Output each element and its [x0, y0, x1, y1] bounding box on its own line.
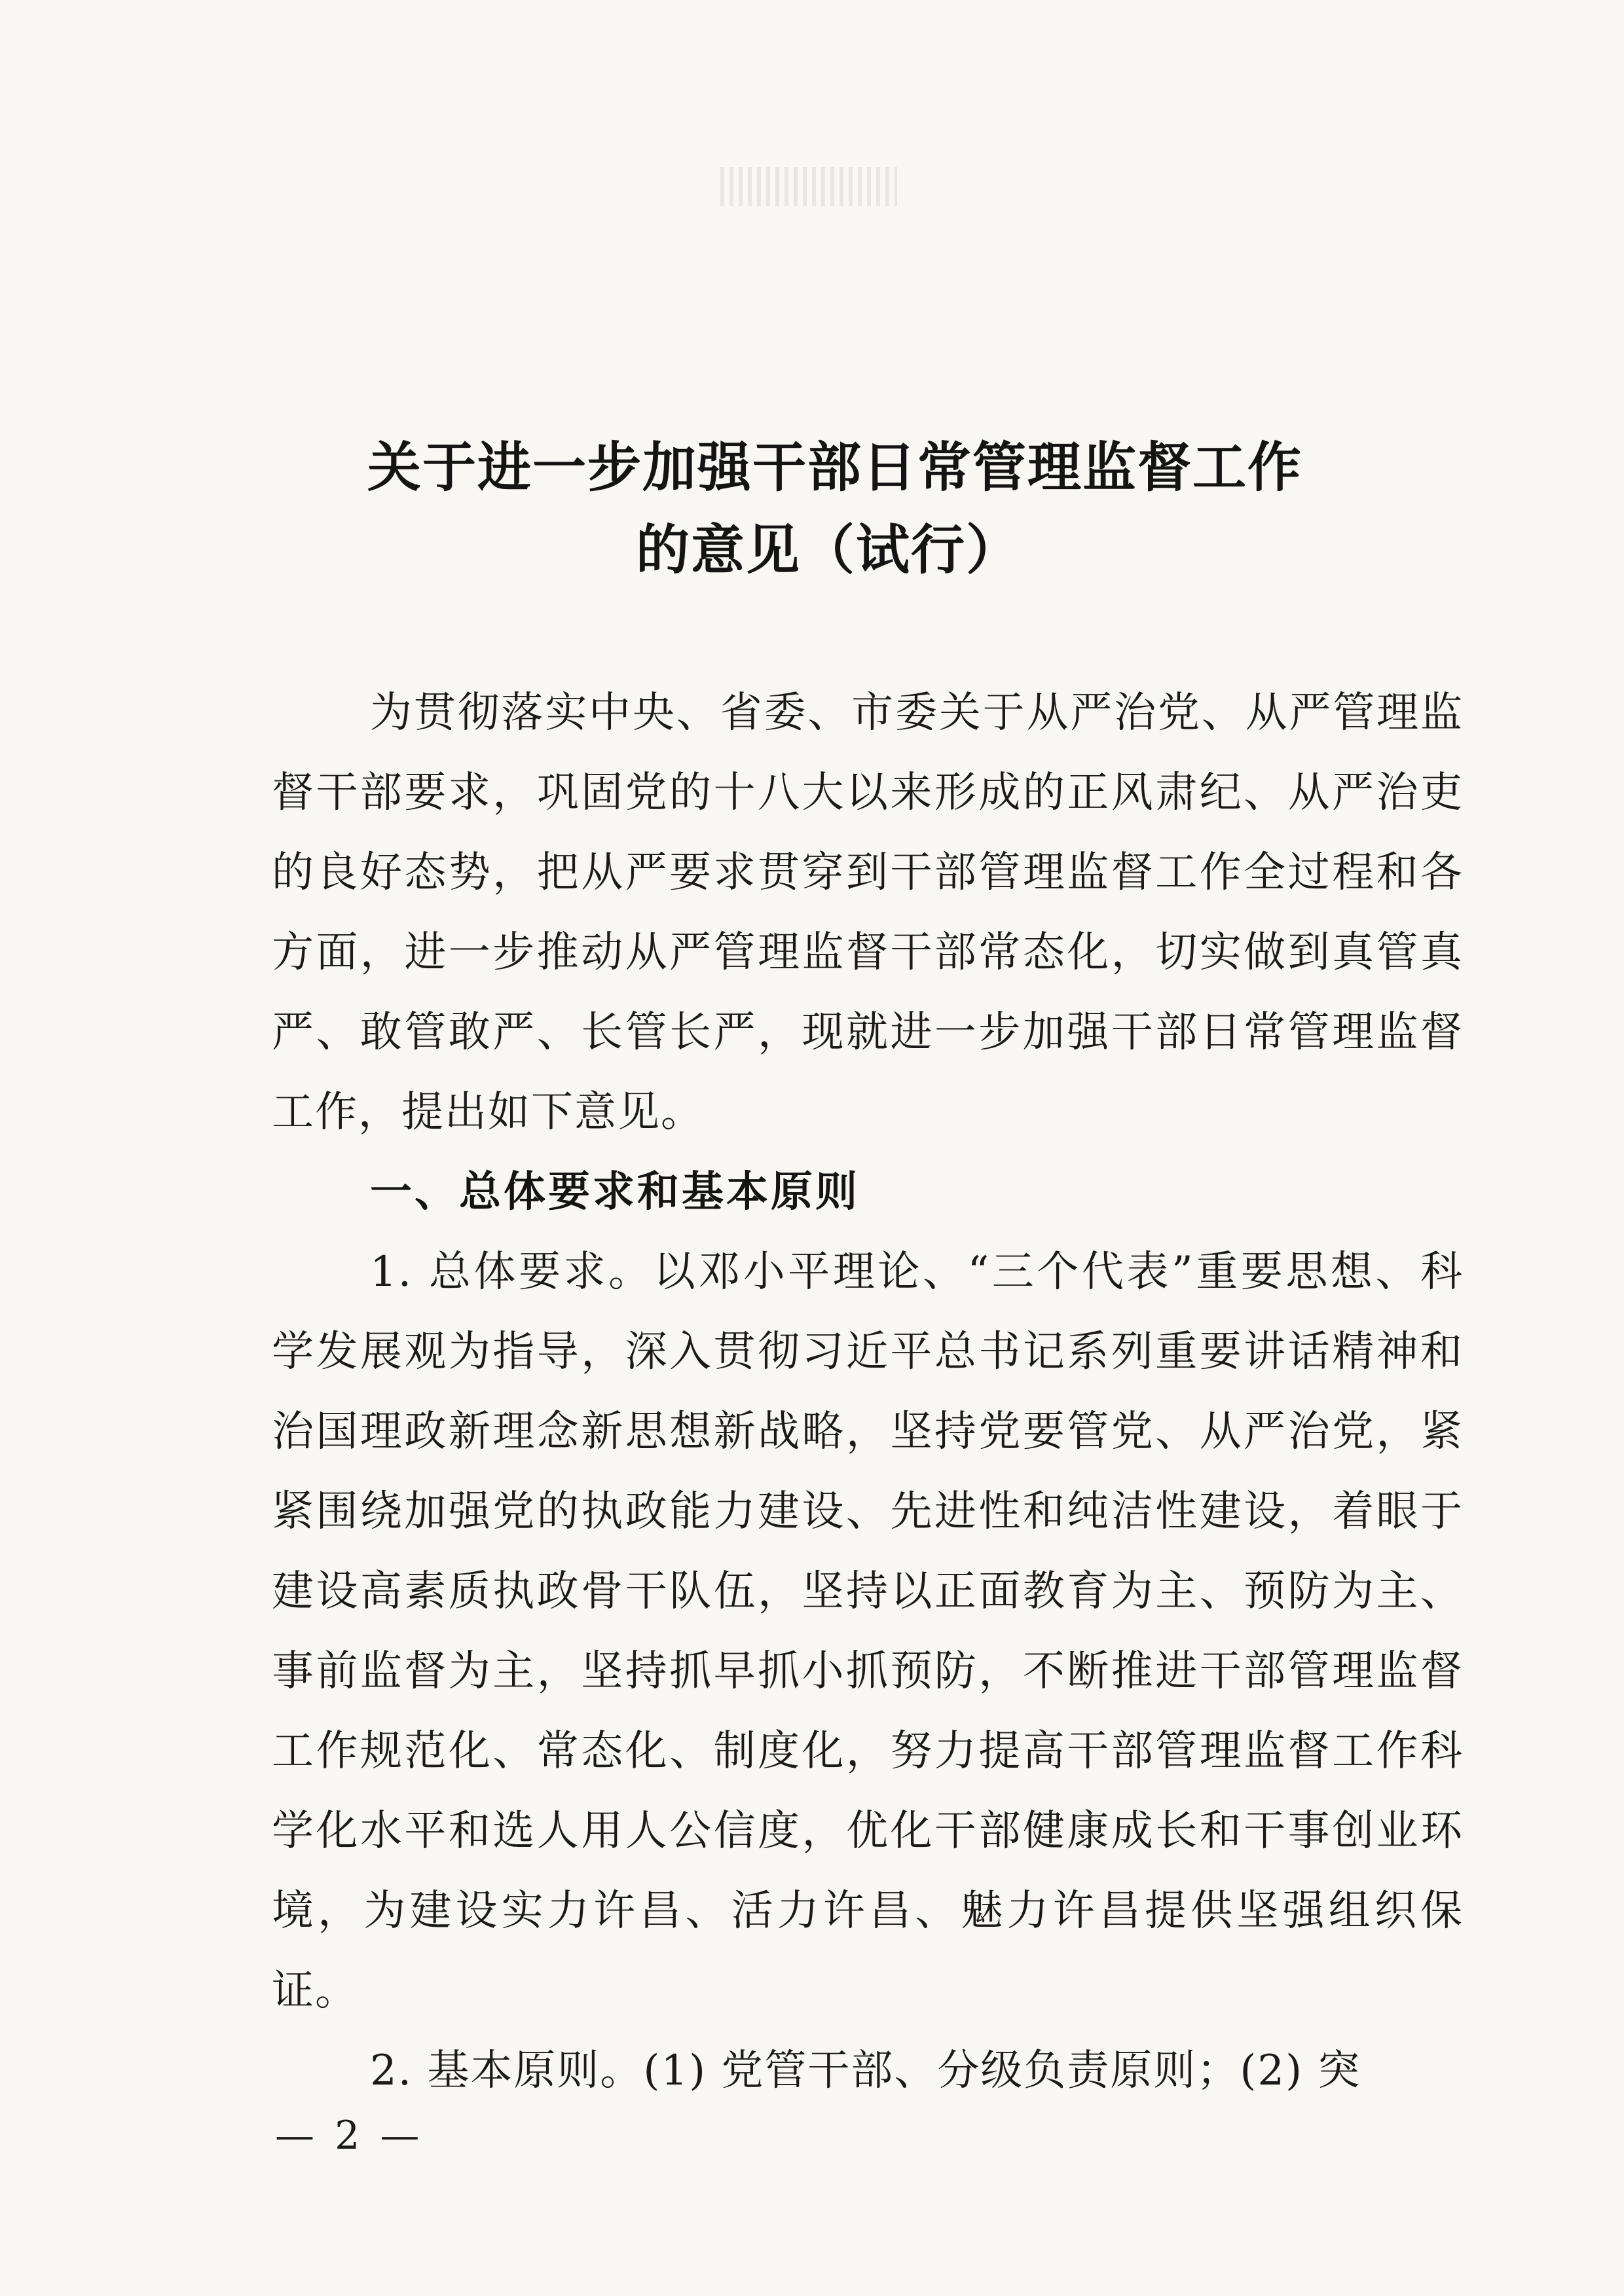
section-heading-1: 一、总体要求和基本原则 [370, 1168, 860, 1216]
page-number: — 2 — [275, 2113, 424, 2159]
document-title-line-1: 关于进一步加强干部日常管理监督工作 [367, 437, 1302, 499]
scan-artifact [720, 167, 897, 206]
item-1-paragraph: 1. 总体要求。以邓小平理论、“三个代表”重要思想、科学发展观为指导，深入贯彻习近平总书记系列重要讲话精神和治国理政新理念新思想新战略，坚持党要管党、从严治党，紧紧围绕加强党的执政能力建设、先进性和纯洁性建设，着眼于建设高素质执政骨干队伍，坚持以正面教育为主、预防为主、事前监督为主，坚持抓早抓小抓预防，不断推进干部管理监督工作规范化、常态化、制度化，努力提高干部管理监督工作科学化水平和选人用人公信度，优化干部健康成长和干事创业环境，为建设实力许昌、活力许昌、魅力许昌提供坚强组织保证。 [272, 1248, 1464, 2015]
document-body [272, 673, 1464, 2111]
item-2-paragraph: 2. 基本原则。(1) 党管干部、分级负责原则；(2) 突 [370, 2047, 1361, 2095]
document-title-line-2: 的意见（试行） [635, 519, 1021, 581]
intro-paragraph: 为贯彻落实中央、省委、市委关于从严治党、从严管理监督干部要求，巩固党的十八大以来形成的正风肃纪、从严治吏的良好态势，把从严要求贯穿到干部管理监督工作全过程和各方面，进一步推动从严管理监督干部常态化，切实做到真管真严、敢管敢严、长管长严，现就进一步加强干部日常管理监督工作，提出如下意见。 [272, 689, 1464, 1137]
